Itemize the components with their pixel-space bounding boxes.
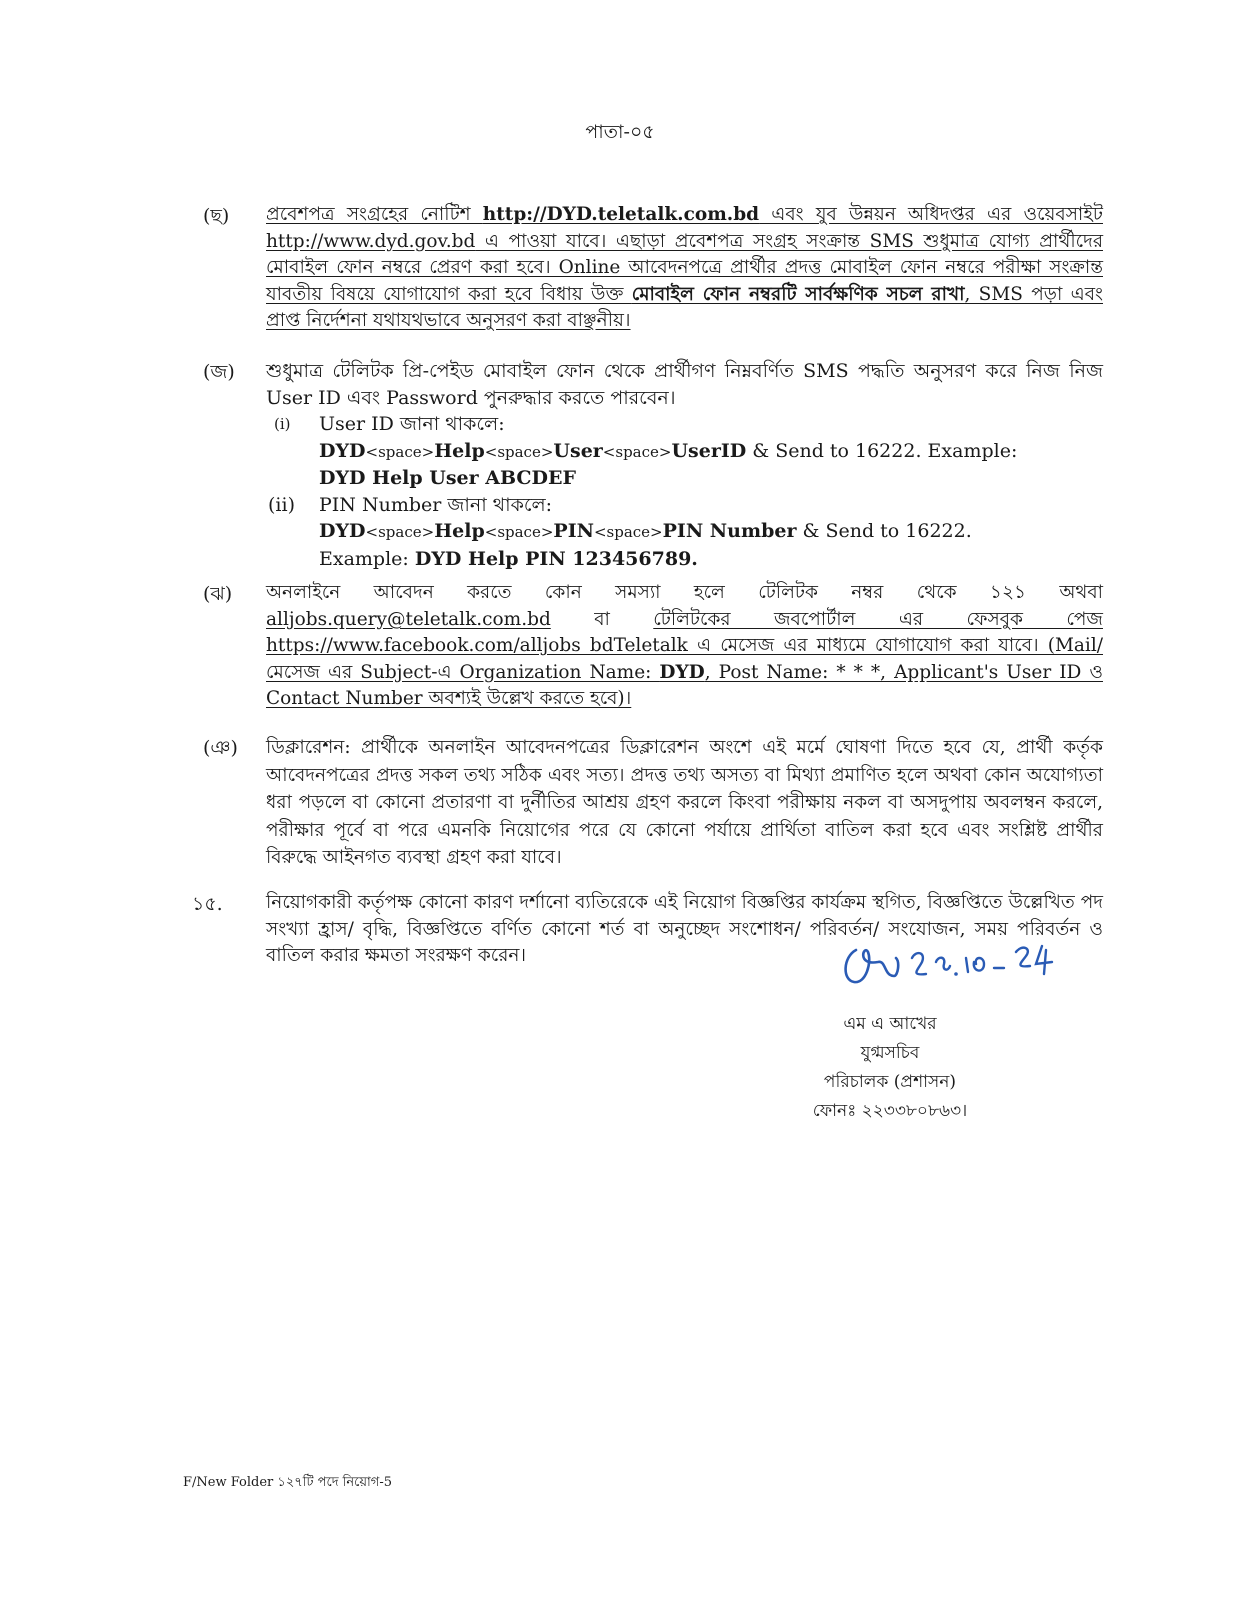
clause-text: অনলাইনে আবেদন করতে কোন সমস্যা হলে টেলিটক নম্বর থেকে ১২১ অথবা alljobs.query@teletalk.com.bd বা টেলিটকের জবপোর্টাল এর ফেসবুক পেজ https://www.facebook.com/alljobs bdTeletalk এ মেসেজ এর মাধ্যমে যোগাযোগ করা যাবে। (Mail/মেসেজ এর Subject-এ Organization Name: DYD, Post Name: * * *, Applicant's User ID ও Contact Number অবশ্যই উল্লেখ করতে হবে)। [266, 582, 1103, 709]
teletalk-link[interactable]: http://DYD.teletalk.com.bd [482, 204, 760, 225]
clause-label: ১৫. [192, 893, 223, 915]
clause-intro: শুধুমাত্র টেলিটক প্রি-পেইড মোবাইল ফোন থেকে প্রার্থীগণ নিম্নবর্ণিত SMS পদ্ধতি অনুসরণ করে নিজ নিজ User ID এবং Password পুনরুদ্ধার করতে পারবেন। [266, 360, 1103, 409]
clause-label: (জ) [203, 361, 235, 383]
file-path-footer: F/New Folder ১২৭টি পদে নিয়োগ-5 [183, 1475, 392, 1490]
sms-example: DYD Help User ABCDEF [319, 467, 576, 489]
email-link[interactable]: alljobs.query@teletalk.com.bd [266, 608, 551, 630]
sms-format: DYD<space>Help<space>PIN<space>PIN Number & Send to 16222. [319, 520, 972, 542]
facebook-text: টেলিটকের জবপোর্টাল এর ফেসবুক পেজ https://www.facebook.com/alljobs bdTeletalk এ মেসেজ এর মাধ্যমে যোগাযোগ করা যাবে। (Mail/মেসেজ এর Subject-এ Organization Name: [266, 608, 1103, 683]
clause-jha [203, 580, 1103, 713]
authority-text: নিয়োগকারী কর্তৃপক্ষ কোনো কারণ দর্শানো ব্যতিরেকে এই নিয়োগ বিজ্ঞপ্তির কার্যক্রম স্থগিত, বিজ্ঞপ্তিতে উল্লেখিত পদ সংখ্যা হ্রাস/ বৃদ্ধি, বিজ্ঞপ্তিতে বর্ণিত কোনো শর্ত বা অনুচ্ছেদ সংশোধন/ পরিবর্তন/ সংযোজন, সময় পরিবর্তন ও বাতিল করার ক্ষমতা সংরক্ষণ করেন। [266, 892, 1103, 966]
clause-nya [203, 734, 1103, 872]
clause-text: প্রবেশপত্র সংগ্রহের নোটিশ http://DYD.teletalk.com.bd এবং যুব উন্নয়ন অধিদপ্তর এর ওয়েবসাইট http://www.dyd.gov.bd এ পাওয়া যাবে। এছাড়া প্রবেশপত্র সংগ্রহ সংক্রান্ত SMS শুধুমাত্র যোগ্য প্রার্থীদের মোবাইল ফোন নম্বরে প্রেরণ করা হবে। Online আবেদনপত্রে প্রার্থীর প্রদত্ত মোবাইল ফোন নম্বরে পরীক্ষা সংক্রান্ত যাবতীয় বিষয়ে যোগাযোগ করা হবে বিধায় উক্ত মোবাইল ফোন নম্বরটি সার্বক্ষণিক সচল রাখা, SMS পড়া এবং প্রাপ্ত নির্দেশনা যথাযথভাবে অনুসরণ করা বাঞ্ছনীয়। [266, 204, 1103, 331]
clause-label: (ঞ) [203, 737, 238, 759]
handwritten-signature [838, 932, 1098, 996]
declaration-text: ডিক্লারেশন: প্রার্থীকে অনলাইন আবেদনপত্রের ডিক্লারেশন অংশে এই মর্মে ঘোষণা দিতে হবে যে, প্রার্থী কর্তৃক আবেদনপত্রের প্রদত্ত সকল তথ্য সঠিক এবং সত্য। প্রদত্ত তথ্য অসত্য বা মিথ্যা প্রমাণিত হলে অথবা কোন অযোগ্যতা ধরা পড়লে বা কোনো প্রতারণা বা দুর্নীতির আশ্রয় গ্রহণ করলে কিংবা পরীক্ষায় নকল বা অসদুপায় অবলম্বন করলে, পরীক্ষার পূর্বে বা পরে এমনকি নিয়োগের পরে যে কোনো পর্যায়ে প্রার্থিতা বাতিল করা হবে এবং সংশ্লিষ্ট প্রার্থীর বিরুদ্ধে আইনগত ব্যবস্থা গ্রহণ করা যাবে। [266, 737, 1103, 868]
sms-example: Example: DYD Help PIN 123456789. [319, 547, 698, 570]
sub-heading: PIN Number জানা থাকলে: [319, 493, 553, 516]
clause-cha [203, 202, 1103, 335]
signatory-designation: যুগ্মসচিব [860, 1043, 920, 1063]
sub-heading: User ID জানা থাকলে: [319, 413, 505, 435]
signatory-phone: ফোনঃ ২২৩৩৮০৮৬৩। [812, 1101, 968, 1121]
sub-item-pin: (ii) PIN Number জানা থাকলে: DYD<space>Help<space>PIN<space>PIN Number & Send to 16222. Example: DYD Help PIN 123456789. [266, 492, 1103, 573]
dyd-link[interactable]: http://www.dyd.gov.bd [266, 230, 476, 252]
sms-format: DYD<space>Help<space>User<space>UserID & Send to 16222. Example: [319, 439, 1018, 462]
clause-ja [203, 358, 1103, 572]
page-number: পাতা-০৫ [585, 121, 655, 143]
signatory-name: এম এ আখের [843, 1014, 937, 1034]
clause-label: (ছ) [203, 205, 230, 227]
signatory-office: পরিচালক (প্রশাসন) [823, 1072, 957, 1092]
handwritten-date [0, 0, 1, 1]
sub-item-userid: (i) User ID জানা থাকলে: DYD<space>Help<space>User<space>UserID & Send to 16222. Example: DYD Help User ABCDEF [266, 411, 1103, 492]
signature-block [760, 1010, 1020, 1126]
bold-notice: মোবাইল ফোন নম্বরটি সার্বক্ষণিক সচল রাখা [631, 283, 965, 305]
clause-label: (ঝ) [203, 583, 233, 605]
